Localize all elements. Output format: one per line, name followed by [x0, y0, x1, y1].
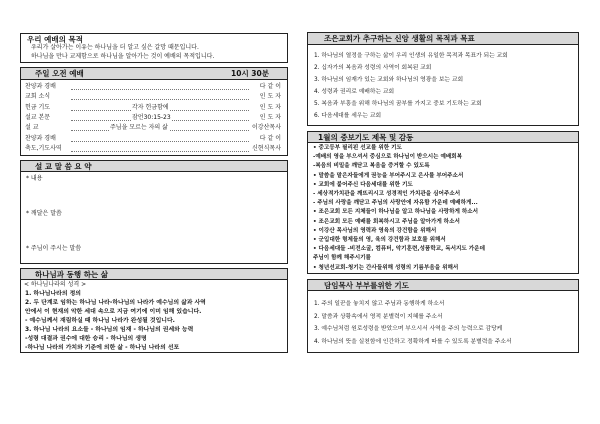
worship-row-leader [71, 89, 249, 90]
prayer-item: • 교회에 붙어주신 다음세대를 위한 기도 [313, 181, 413, 188]
pastor-prayer-item: 1. 주의 일꾼을 놓치지 않고 주님과 동행하게 하소서 [314, 301, 445, 307]
worship-row-leader [71, 99, 249, 100]
goal-item: 2. 십자가의 복음과 성령의 사역이 회복된 교회 [314, 65, 432, 71]
sunday-worship-header [21, 68, 287, 80]
prayer-item: • 이강산 목사님의 영력과 영육의 강건함을 위해서 [313, 227, 437, 234]
pastor-prayer-item: 3. 예수님처럼 원로성령을 받았으며 부으시서 사역을 주의 능력으로 감당케 [314, 326, 503, 332]
prayer-item: -복음의 비밀을 깨닫고 복음을 증거할 수 있도록 [313, 163, 430, 170]
prayer-item: - 세상적가치관을 깨뜨리시고 성경적인 가치관을 심어주소서 [313, 191, 461, 197]
pastor-prayer-title: 담임목사 부부를위한 기도 [308, 280, 578, 291]
worship-row-leader-name: 인 도 자 [259, 103, 281, 111]
walk-line: -하나님 나라의 가치와 기준에 의한 삶 - 하나님 나라의 선포 [25, 345, 180, 351]
church-goals-box [307, 32, 579, 126]
prayer-item: 주님이 함께 해주시기를 [313, 255, 371, 262]
worship-row-leader [71, 141, 249, 142]
prayer-item: • 조은교회 모든 예배를 회복하시고 주님을 알아가게 하소서 [313, 218, 460, 225]
worship-row-leader-name: 다 같 이 [259, 134, 281, 142]
worship-row-leader-name: 이강산목사 [252, 124, 281, 132]
worship-row-item: 설 교 [25, 124, 39, 132]
worship-row-leader-name: 신현식목사 [252, 144, 281, 152]
worship-row-item: 찬양과 경배 [25, 134, 56, 142]
goal-item: 6. 다음세대를 세우는 교회 [314, 113, 382, 119]
walk-line: 2. 두 단계로 임하는 하나님 나라-하나님의 나라가 예수님의 삶과 사역 [25, 300, 206, 306]
prayer-item: • 조은교회 모든 지체들이 하나님을 알고 하나님을 사랑하게 하소서 [313, 209, 479, 216]
worship-row-leader-name: 인 도 자 [259, 113, 281, 121]
walk-with-god-title: 하나님과 동행 하는 삶 [21, 269, 287, 280]
walk-line: - 예수님께서 재림하실 때 하나님 나라가 완성될 것입니다. [25, 318, 175, 324]
sunday-worship-time: 10시 30분 [231, 69, 269, 78]
worship-row-leader-name: 다 같 이 [259, 83, 281, 90]
walk-subtitle: < 하나님나라의 성격 > [24, 281, 87, 288]
prayer-item: • 군입대한 형제들의 영, 육의 강건함과 보호를 위해서 [313, 237, 446, 243]
prayer-item: • 말씀을 맡은자들에게 권능을 부어주시고 은사를 부어주소서 [313, 172, 464, 179]
worship-purpose-box [20, 33, 288, 63]
sermon-item-given: * 주님이 주시는 말씀 [26, 245, 82, 252]
worship-row-item: 헌금 기도 [25, 103, 51, 111]
pastor-prayer-item: 4. 하나님의 뜻을 실천함에 인간하고 정확하게 따를 수 있도록 분별력을 주소서 [314, 338, 512, 345]
worship-row-item: 교회 소식 [25, 93, 51, 101]
walk-line: -성령 대결과 권수에 대한 승리 - 하나님의 생명 [25, 336, 147, 342]
church-goals-title: 조은교회가 추구하는 신앙 생활의 목적과 목표 [308, 33, 578, 45]
sunday-worship-title: 주일 오전 예배 [35, 69, 84, 78]
walk-with-god-box [20, 268, 288, 353]
sermon-item-content: * 내용 [26, 175, 43, 182]
walk-line: 안에서 이 현재의 악한 세대 속으로 지금 여기에 이미 임해 있습니다. [25, 309, 202, 315]
pastor-prayer-box [307, 279, 579, 353]
worship-row-detail: 주님을 모르는 자의 삶 [110, 124, 168, 132]
prayer-requests-title: 1월의 중보기도 제목 및 감동 [308, 132, 578, 143]
pastor-prayer-item: 2. 말씀과 상황속에서 영적 분별력이 지혜를 주소서 [314, 313, 443, 320]
worship-row-detail: 잠언30:15-23 [132, 113, 171, 121]
worship-row-item: 축도,기도사역 [25, 144, 62, 152]
sermon-summary-title: 설 교 말 씀 요 약 [21, 161, 287, 172]
walk-line: 1. 하나님나라의 정의 [25, 291, 81, 297]
worship-row-item: 찬양과 경배 [25, 83, 56, 90]
goal-item: 3. 하나님의 임재가 있는 교회와 하나님의 영광을 보는 교회 [314, 77, 464, 83]
prayer-requests-box [307, 131, 579, 274]
goal-item: 1. 하나님의 열정을 구하는 삶이 우리 인생의 유일한 목적과 목표가 되는 교회 [314, 53, 508, 59]
worship-purpose-title: 우리 예배의 목적 [21, 34, 287, 46]
prayer-item: • 청년선교회-청기는 간사들위해 성령의 기름부음을 위해서 [313, 264, 459, 271]
prayer-item: -예배의 영을 부으셔서 중심으로 하나님이 받으시는 예배회복 [313, 154, 463, 161]
purpose-line-2: 하나님을 만나 교제함으로 하나님을 알아가는 것이 예배의 목적입니다. [31, 53, 215, 60]
worship-row-leader-name: 인 도 자 [259, 93, 281, 101]
sunday-worship-box [20, 67, 288, 156]
purpose-line-1: 우리가 살아가는 이유는 하나님을 더 알고 싶은 갈망 때문입니다. [31, 44, 199, 51]
goal-item: 4. 성령과 권리로 예배하는 교회 [314, 89, 395, 95]
worship-row-leader [71, 151, 249, 152]
goal-item: 5. 복음과 부흥을 위해 하나님의 꿈부를 가지고 중보 기도하는 교회 [314, 101, 482, 107]
worship-row-detail: 각자 헌금함에 [132, 103, 169, 111]
sermon-item-realized: * 깨달은 말씀 [26, 210, 62, 217]
worship-row-item: 설교 본문 [25, 113, 51, 121]
walk-line: 3. 하나님 나라의 요소들 - 하나님의 임재 - 하나님의 권세와 능력 [25, 327, 194, 333]
prayer-item: • 중고등부 필리핀 선교를 위한 기도 [313, 145, 402, 151]
prayer-item: - 주님의 사랑을 깨닫고 주님의 사랑안에 자유함 가운데 예배하게... [313, 200, 478, 207]
prayer-item: • 다음세대들 -비전소굴, 컴퓨터, 악기훈련,성품학교, 독서지도 가운데 [313, 246, 485, 253]
sermon-summary-box [20, 160, 288, 264]
